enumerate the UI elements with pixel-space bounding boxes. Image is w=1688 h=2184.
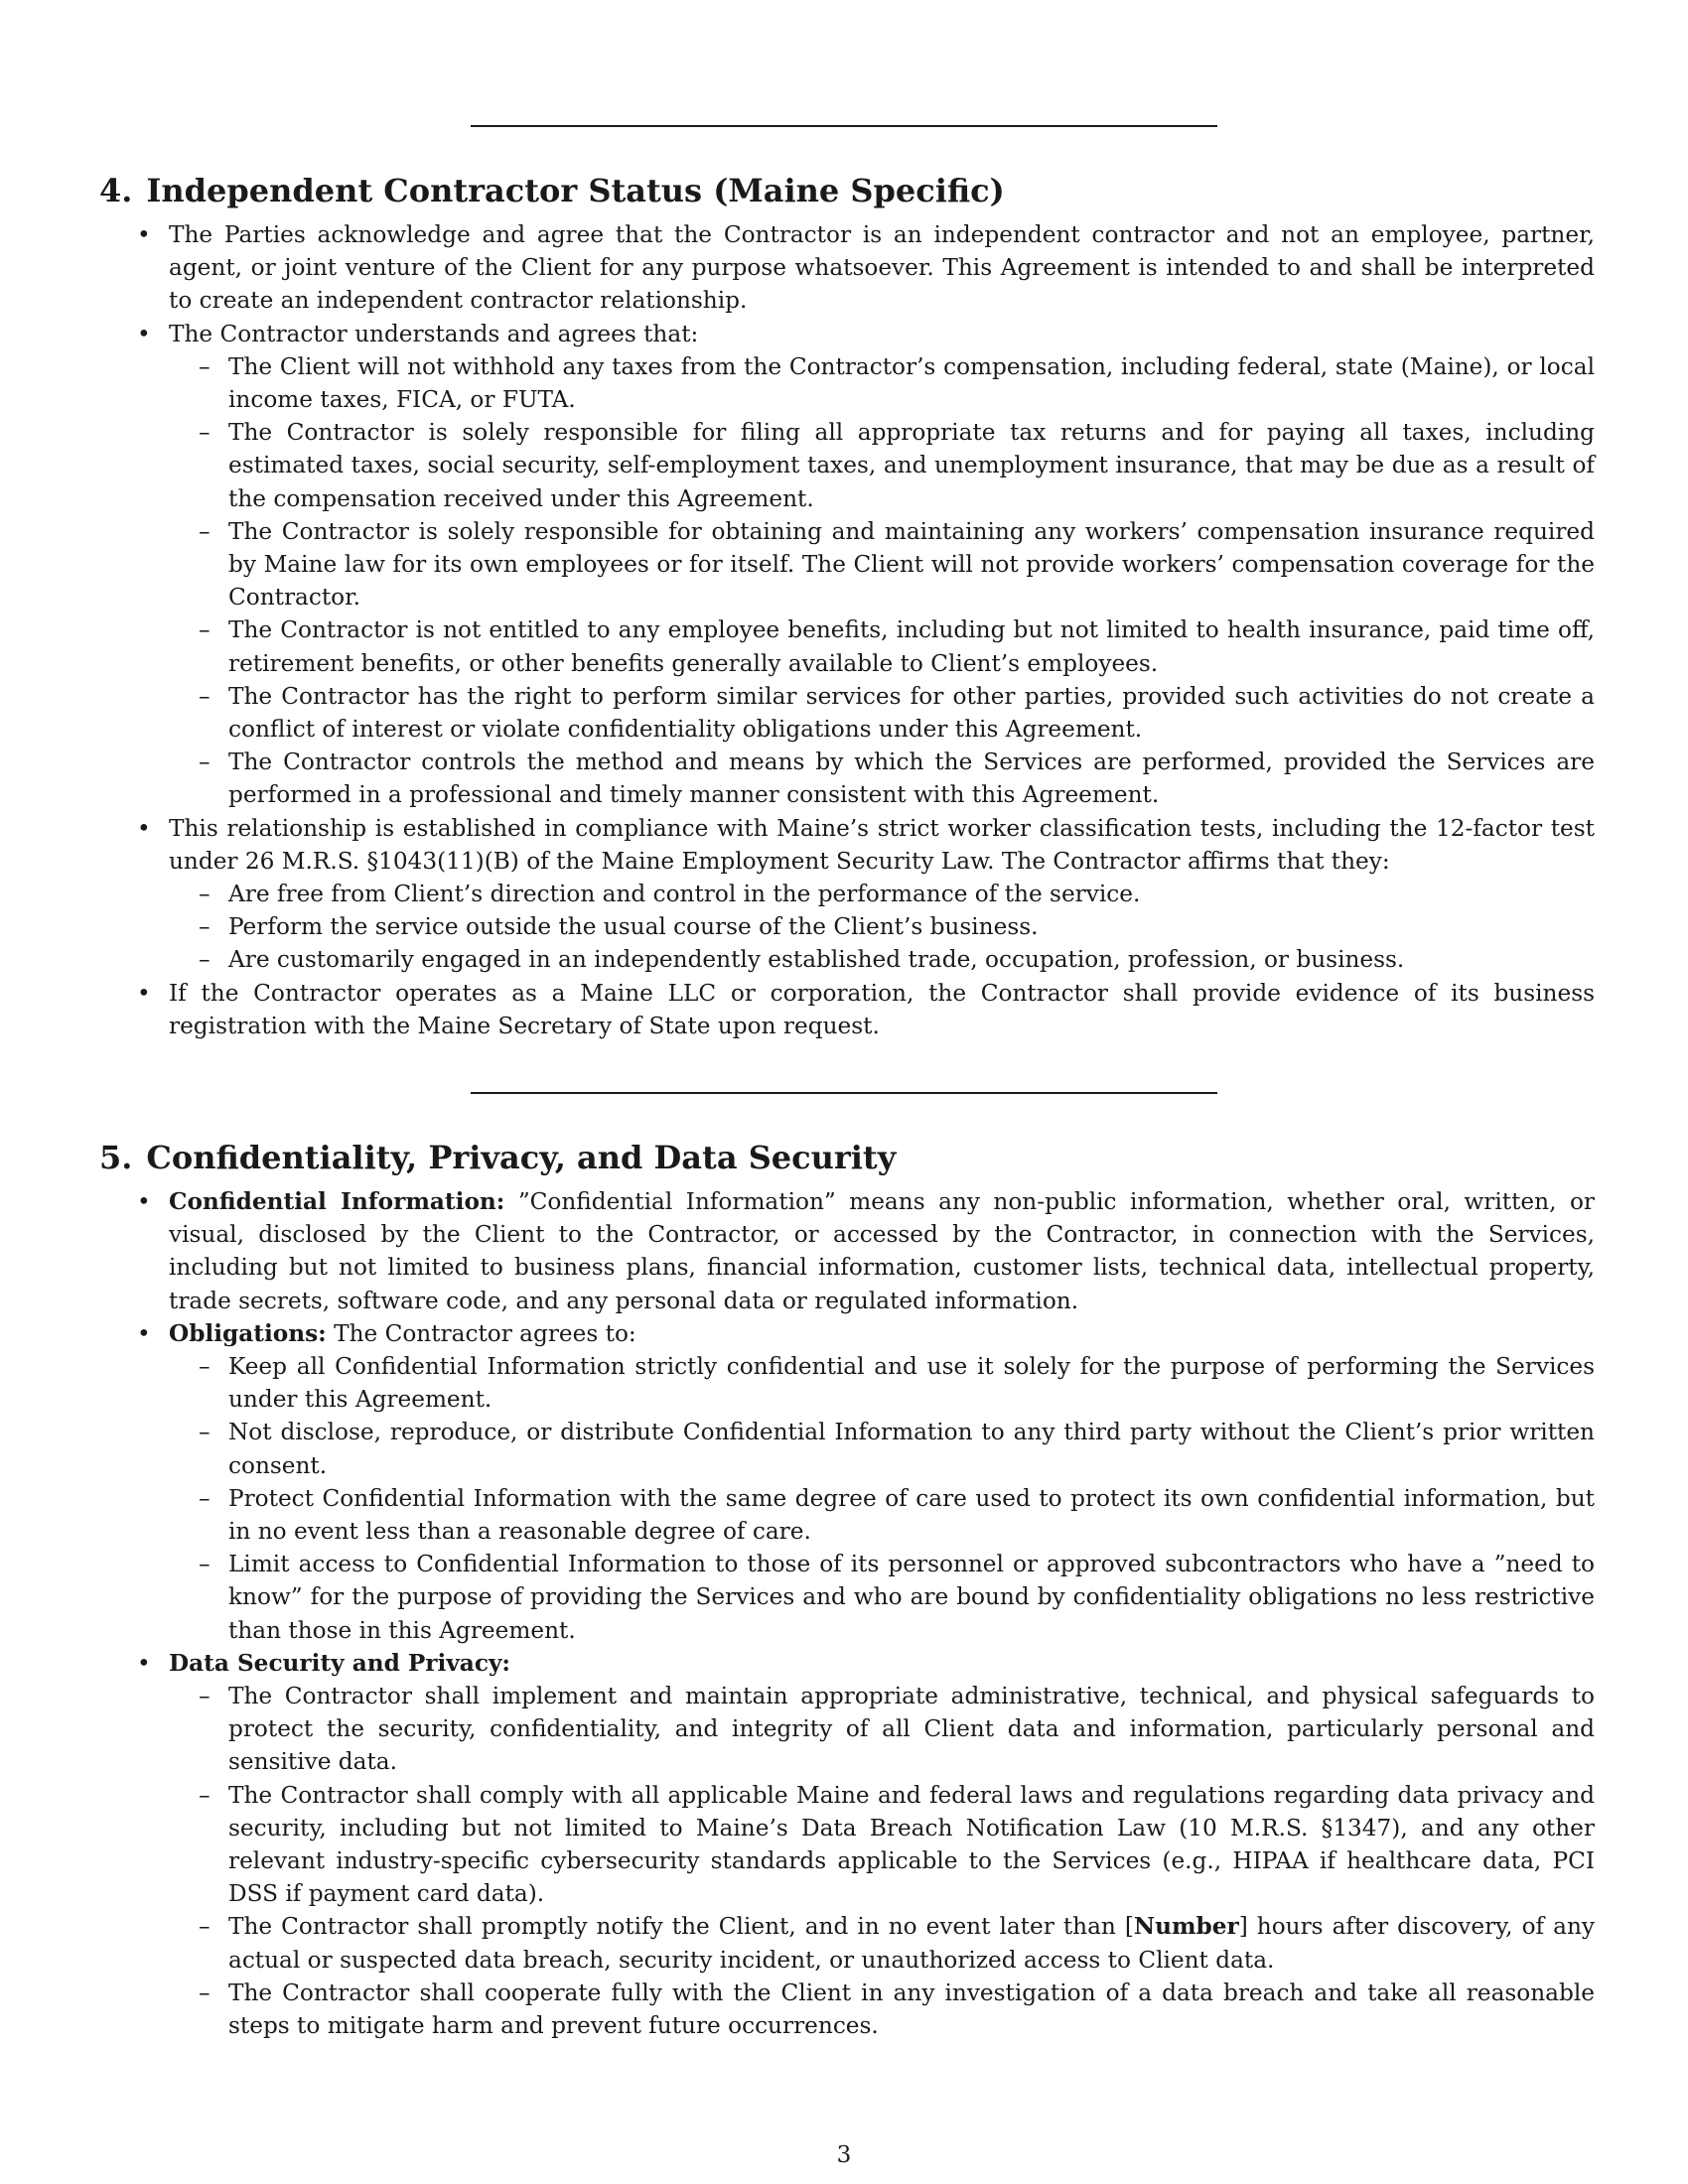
dash-marker: –: [199, 1781, 211, 1809]
dash-marker: –: [199, 352, 211, 380]
sub-item-text: Are free from Client’s direction and control in the performance of the service.: [228, 881, 1141, 908]
dash-marker: –: [199, 419, 211, 447]
sub-item-text: The Contractor shall implement and maintain appropriate administrative, technical, and physical safeguards to protect the security, confidentiality, and integrity of all Client data and information, particularly personal and sensitive data.: [228, 1683, 1595, 1776]
section-4-list: [99, 218, 1595, 1042]
sub-item: [169, 416, 1595, 515]
bullet-marker: •: [137, 979, 151, 1007]
section-4: [99, 171, 1595, 1042]
dash-marker: –: [199, 1353, 211, 1381]
sub-item: [169, 515, 1595, 614]
dash-marker: –: [199, 1551, 211, 1578]
dash-marker: –: [199, 616, 211, 644]
sub-item: [169, 1910, 1595, 1976]
sub-item-text: The Contractor is solely responsible for filing all appropriate tax returns and for paying all taxes, including estimated taxes, social security, self-employment taxes, and unemployment insurance, that may be due as a result of the compensation received under this Agreement.: [228, 419, 1595, 512]
sub-list: [169, 878, 1595, 977]
breach-clause-before: The Contractor shall promptly notify the Client, and in no event later than [: [228, 1913, 1134, 1941]
dash-marker: –: [199, 913, 211, 941]
item-label: Data Security and Privacy:: [169, 1649, 510, 1677]
bullet-marker: •: [137, 814, 151, 842]
sub-item: [169, 350, 1595, 416]
bullet-marker: •: [137, 221, 151, 248]
sub-item-text: The Contractor has the right to perform similar services for other parties, provided such activities do not create a conflict of interest or violate confidentiality obligations under this Agreement.: [228, 682, 1595, 744]
list-item: [99, 218, 1595, 318]
dash-marker: –: [199, 1979, 211, 2006]
dash-marker: –: [199, 946, 211, 974]
dash-marker: –: [199, 1484, 211, 1512]
item-label: Confidential Information:: [169, 1188, 505, 1215]
sub-item-text: The Contractor shall cooperate fully with the Client in any investigation of a data breach and take all reasonable steps to mitigate harm and prevent future occurrences.: [228, 1979, 1595, 2040]
sub-item: [169, 680, 1595, 746]
list-item: [99, 1647, 1595, 2042]
sub-item: [169, 1350, 1595, 1416]
dash-marker: –: [199, 749, 211, 776]
list-item: [99, 812, 1595, 977]
sub-list: [169, 1680, 1595, 2042]
sub-item: [169, 1482, 1595, 1548]
item-text: ”Confidential Information” means any non-public information, whether oral, written, or visual, disclosed by the Client to the Contractor, or accessed by the Contractor, in connection with the Services, including but not limited to business plans, financial information, customer lists, technical data, intellectual property, trade secrets, software code, and any personal data or regulated information.: [169, 1188, 1595, 1314]
section-divider-top: [471, 125, 1217, 127]
item-label: Obligations:: [169, 1319, 327, 1347]
bullet-marker: •: [137, 1319, 151, 1347]
sub-item: [169, 746, 1595, 811]
sub-item-text: The Contractor shall comply with all applicable Maine and federal laws and regulations regarding data privacy and security, including but not limited to Maine’s Data Breach Notification Law (10 M.R.S. §1347), and any other relevant industry-specific cybersecurity standards applicable to the Services (e.g., HIPAA if healthcare data, PCI DSS if payment card data).: [228, 1781, 1595, 1908]
breach-clause-after: ] hours after discovery, of any actual or suspected data breach, security incident, or unauthorized access to Client data.: [228, 1913, 1595, 1974]
item-text: This relationship is established in compliance with Maine’s strict worker classification tests, including the 12-factor test under 26 M.R.S. §1043(11)(B) of the Maine Employment Security Law. The Contractor affirms that they:: [169, 814, 1595, 875]
number-placeholder: Number: [1133, 1913, 1239, 1941]
sub-item-text: The Contractor is solely responsible for obtaining and maintaining any workers’ compensation insurance required by Maine law for its own employees or for itself. The Client will not provide workers’ compensation coverage for the Contractor.: [228, 517, 1595, 612]
section-divider-middle: [471, 1092, 1217, 1094]
bullet-marker: •: [137, 1649, 151, 1677]
list-item: [99, 318, 1595, 812]
dash-marker: –: [199, 682, 211, 710]
sub-list: [169, 1350, 1595, 1647]
dash-marker: –: [199, 1683, 211, 1710]
sub-item-text: Perform the service outside the usual course of the Client’s business.: [228, 913, 1039, 941]
sub-item: [169, 1977, 1595, 2042]
item-text: The Contractor understands and agrees that:: [169, 320, 699, 347]
list-item: [99, 1317, 1595, 1647]
sub-item-text: Limit access to Confidential Information to those of its personnel or approved subcontractors who have a ”need to know” for the purpose of providing the Services and who are bound by confidentiality obligations no less restrictive than those in this Agreement.: [228, 1551, 1595, 1644]
bullet-marker: •: [137, 1188, 151, 1215]
sub-list: [169, 350, 1595, 812]
sub-item-text: The Client will not withhold any taxes from the Contractor’s compensation, including federal, state (Maine), or local income taxes, FICA, or FUTA.: [228, 352, 1595, 414]
sub-item: [169, 614, 1595, 679]
dash-marker: –: [199, 1419, 211, 1446]
section-5-heading: [99, 1138, 1595, 1177]
sub-item-text: The Contractor controls the method and means by which the Services are performed, provided the Services are performed in a professional and timely manner consistent with this Agreement.: [228, 749, 1595, 809]
item-text: The Parties acknowledge and agree that the Contractor is an independent contractor and not an employee, partner, agent, or joint venture of the Client for any purpose whatsoever. This Agreement is intended to and shall be interpreted to create an independent contractor relationship.: [169, 221, 1595, 315]
sub-item: [169, 1779, 1595, 1911]
sub-item: [169, 1416, 1595, 1481]
section-title: Confidentiality, Privacy, and Data Security: [146, 1139, 897, 1176]
dash-marker: –: [199, 517, 211, 545]
sub-item-text: The Contractor is not entitled to any employee benefits, including but not limited to health insurance, paid time off, retirement benefits, or other benefits generally available to Client’s employees.: [228, 616, 1595, 677]
list-item: [99, 1185, 1595, 1317]
section-4-heading: [99, 171, 1595, 210]
sub-item: [169, 878, 1595, 910]
section-number: 5.: [99, 1139, 133, 1176]
item-text: The Contractor agrees to:: [334, 1319, 636, 1347]
sub-item-text: Are customarily engaged in an independently established trade, occupation, profession, or business.: [228, 946, 1405, 974]
dash-marker: –: [199, 1913, 211, 1941]
dash-marker: –: [199, 881, 211, 908]
section-title: Independent Contractor Status (Maine Specific): [146, 172, 1005, 209]
section-number: 4.: [99, 172, 133, 209]
sub-item: [169, 1680, 1595, 1779]
sub-item: [169, 910, 1595, 943]
section-5-list: [99, 1185, 1595, 2042]
sub-item-text: Keep all Confidential Information strictly confidential and use it solely for the purpose of performing the Services under this Agreement.: [228, 1353, 1595, 1414]
section-5: [99, 1138, 1595, 2042]
bullet-marker: •: [137, 320, 151, 347]
sub-item: [169, 943, 1595, 976]
item-text: If the Contractor operates as a Maine LLC or corporation, the Contractor shall provide evidence of its business registration with the Maine Secretary of State upon request.: [169, 979, 1595, 1039]
sub-item: [169, 1548, 1595, 1647]
page-number: 3: [836, 2142, 852, 2168]
sub-item-text: Not disclose, reproduce, or distribute Confidential Information to any third party without the Client’s prior written consent.: [228, 1419, 1595, 1479]
sub-item-text: Protect Confidential Information with the same degree of care used to protect its own confidential information, but in no event less than a reasonable degree of care.: [228, 1484, 1595, 1546]
list-item: [99, 977, 1595, 1042]
